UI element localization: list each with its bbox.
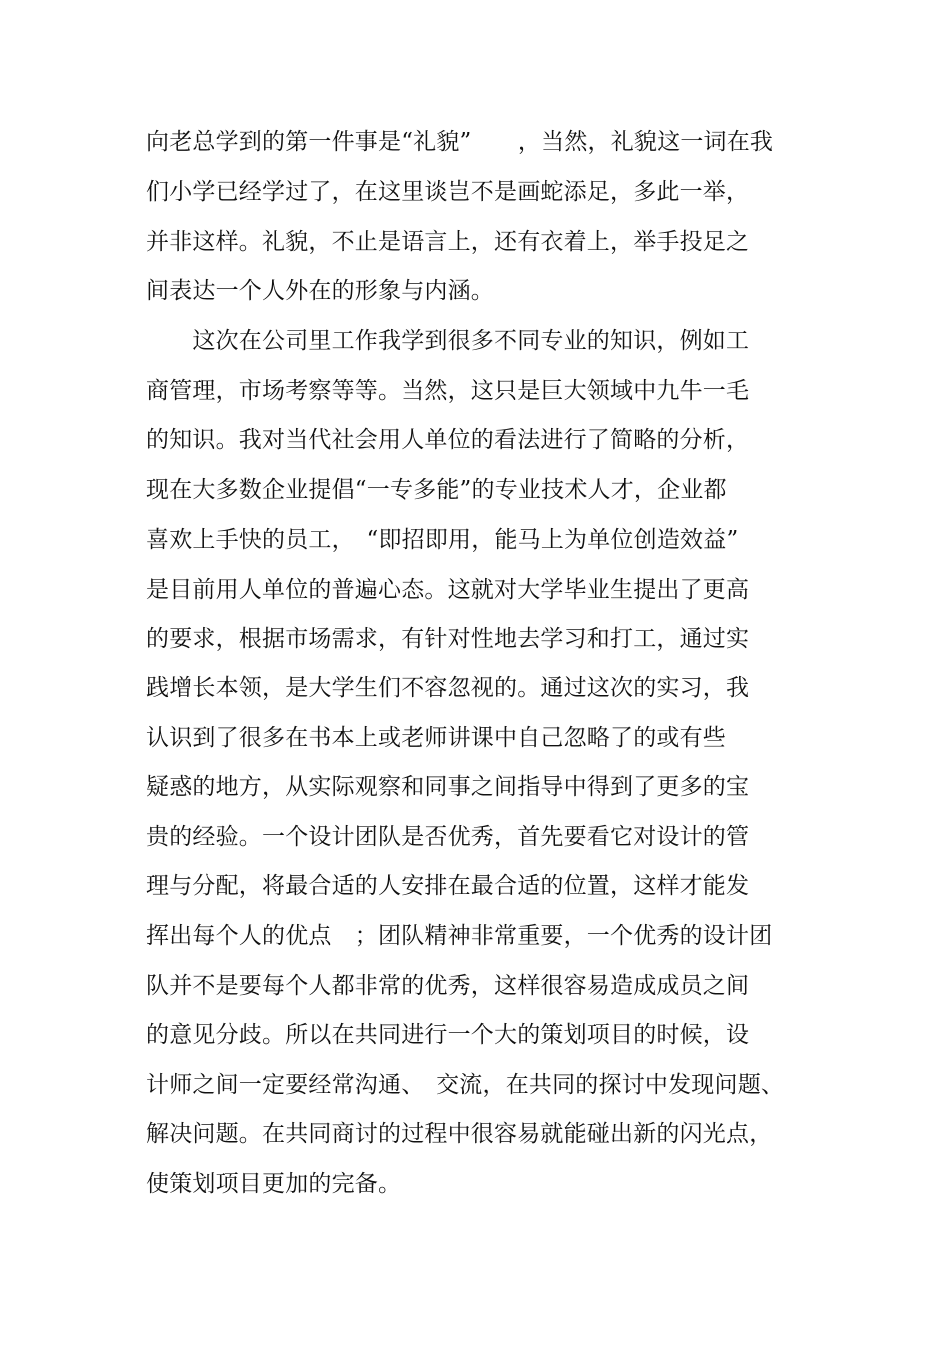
text-line: 喜欢上手快的员工， “即招即用，能马上为单位创造效益”	[146, 527, 739, 553]
text-line: 疑惑的地方，从实际观察和同事之间指导中得到了更多的宝	[146, 774, 750, 800]
text-line: 的要求，根据市场需求，有针对性地去学习和打工，通过实	[146, 626, 750, 652]
text-line: 现在大多数企业提倡“一专多能”的专业技术人才，企业都	[146, 477, 727, 503]
text-line: 的意见分歧。所以在共同进行一个大的策划项目的时候，设	[146, 1022, 750, 1048]
text-line: 间表达一个人外在的形象与内涵。	[146, 278, 494, 304]
text-line: 向老总学到的第一件事是“礼貌” ，当然，礼貌这一词在我	[146, 129, 774, 155]
text-line: 挥出每个人的优点 ；团队精神非常重要，一个优秀的设计团	[146, 923, 773, 949]
text-line: 解决问题。在共同商讨的过程中很容易就能碰出新的闪光点，	[146, 1121, 773, 1147]
text-line: 是目前用人单位的普遍心态。这就对大学毕业生提出了更高	[146, 577, 750, 603]
text-line: 们小学已经学过了，在这里谈岂不是画蛇添足，多此一举，	[146, 179, 750, 205]
text-line: 认识到了很多在书本上或老师讲课中自己忽略了的或有些	[146, 725, 726, 751]
text-line: 使策划项目更加的完备。	[146, 1171, 402, 1197]
text-line: 这次在公司里工作我学到很多不同专业的知识，例如工	[146, 328, 750, 354]
text-line: 队并不是要每个人都非常的优秀，这样很容易造成成员之间	[146, 973, 750, 999]
text-line: 理与分配，将最合适的人安排在最合适的位置，这样才能发	[146, 873, 750, 899]
text-line: 践增长本领，是大学生们不容忽视的。通过这次的实习，我	[146, 675, 750, 701]
text-line: 计师之间一定要经常沟通、 交流，在共同的探讨中发现问题、	[146, 1072, 785, 1098]
text-line: 并非这样。礼貌，不止是语言上，还有衣着上，举手投足之	[146, 229, 750, 255]
text-line: 的知识。我对当代社会用人单位的看法进行了简略的分析，	[146, 427, 750, 453]
text-line: 商管理，市场考察等等。当然，这只是巨大领域中九牛一毛	[146, 378, 750, 404]
text-line: 贵的经验。一个设计团队是否优秀，首先要看它对设计的管	[146, 824, 750, 850]
